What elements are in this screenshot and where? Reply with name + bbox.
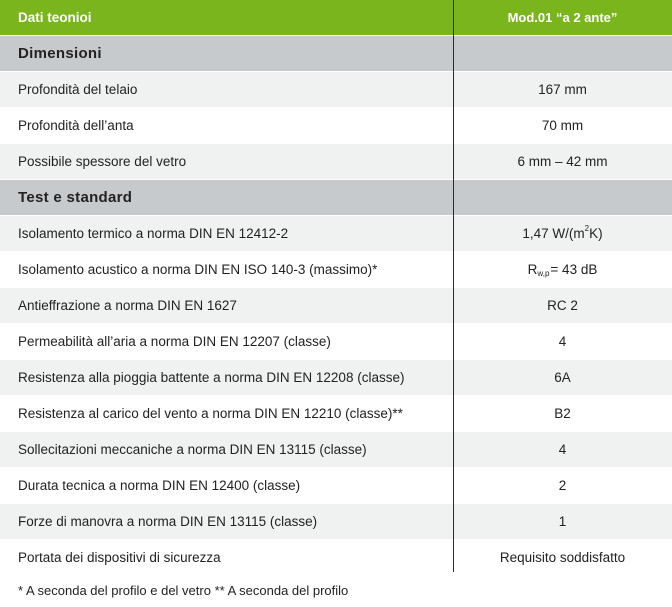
row-label: Portata dei dispositivi di sicurezza — [18, 550, 221, 565]
row-value: 6A — [554, 370, 571, 385]
row-value: 167 mm — [538, 82, 587, 97]
value-text: K) — [589, 226, 603, 241]
row-label: Resistenza alla pioggia battente a norma DIN EN 12208 (classe) — [18, 370, 405, 385]
table-row — [0, 468, 672, 503]
row-value: RC 2 — [547, 298, 578, 313]
row-value: 4 — [558, 442, 567, 457]
table-row — [0, 396, 672, 431]
header-model: Mod.01 “a 2 ante” — [507, 10, 618, 25]
table-header — [0, 0, 672, 35]
section-dimensioni — [0, 36, 672, 71]
section-test-standard — [0, 180, 672, 215]
row-label: Possibile spessore del vetro — [18, 154, 187, 169]
table-row — [0, 540, 672, 575]
row-label: Profondità del telaio — [18, 82, 138, 97]
table-row — [0, 216, 672, 251]
value-subscript: w,p — [537, 269, 550, 278]
table-row — [0, 108, 672, 143]
value-superscript: 2 — [584, 224, 590, 233]
column-divider — [453, 0, 454, 572]
table-row — [0, 288, 672, 323]
row-value: 2 — [558, 478, 567, 493]
table-row — [0, 72, 672, 107]
row-label: Isolamento acustico a norma DIN EN ISO 140-3 (massimo)* — [18, 262, 378, 277]
table-row — [0, 252, 672, 287]
header-label: Dati teonioi — [18, 10, 92, 25]
row-label: Isolamento termico a norma DIN EN 12412-2 — [18, 226, 289, 241]
row-value: Requisito soddisfatto — [499, 550, 626, 565]
row-label: Durata tecnica a norma DIN EN 12400 (classe) — [18, 478, 301, 493]
section-title: Dimensioni — [18, 45, 102, 62]
row-label: Sollecitazioni meccaniche a norma DIN EN 13115 (classe) — [18, 442, 367, 457]
row-label: Profondità dell’anta — [18, 118, 134, 133]
section-title: Test e standard — [18, 189, 133, 206]
row-label: Resistenza al carico del vento a norma DIN EN 12210 (classe)** — [18, 406, 403, 421]
table-row — [0, 144, 672, 179]
table-row — [0, 324, 672, 359]
row-value: B2 — [554, 406, 571, 421]
row-value: 4 — [558, 334, 567, 349]
table-row — [0, 504, 672, 539]
row-value: 1 — [558, 514, 567, 529]
row-value: 6 mm – 42 mm — [517, 154, 608, 169]
table-row — [0, 360, 672, 395]
value-text: = 43 dB — [550, 262, 598, 277]
table-row — [0, 432, 672, 467]
row-value: 70 mm — [541, 118, 584, 133]
row-value — [453, 216, 672, 251]
row-label: Antieffrazione a norma DIN EN 1627 — [18, 298, 237, 313]
value-text: R — [527, 262, 538, 277]
row-value — [453, 252, 672, 287]
footnote: * A seconda del profilo e del vetro ** A seconda del profilo — [18, 583, 349, 598]
row-label: Permeabilità all’aria a norma DIN EN 12207 (classe) — [18, 334, 331, 349]
value-text: 1,47 W/(m — [522, 226, 585, 241]
row-label: Forze di manovra a norma DIN EN 13115 (classe) — [18, 514, 318, 529]
